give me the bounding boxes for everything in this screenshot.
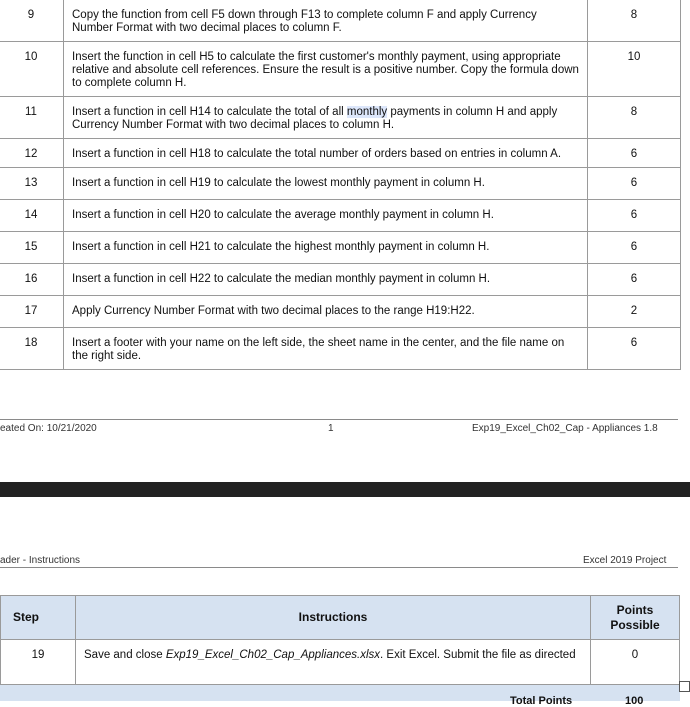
instruction-text-part: . Exit Excel. Submit the file as directed [380,649,576,661]
step-number: 17 [0,296,64,328]
table-header-row [1,596,680,640]
points-value: 6 [588,328,681,370]
highlighted-word: monthly [346,106,388,118]
column-header-step: Step [1,596,76,640]
points-value: 6 [588,139,681,168]
table-row [0,264,681,296]
file-name: Exp19_Excel_Ch02_Cap_Appliances.xlsx [165,649,381,661]
header-title: ader - Instructions [0,555,81,566]
column-header-points: Points Possible [591,596,680,640]
table-row [1,640,680,685]
step-number: 12 [0,139,64,168]
instruction-text [64,97,588,139]
table-row [0,168,681,200]
step-number: 18 [0,328,64,370]
points-value: 6 [588,264,681,296]
instruction-text-part: payments in column H and apply Currency Number Format with two decimal places to column H. [72,106,558,131]
table-row [0,232,681,264]
instruction-text: Insert a function in cell H22 to calculate the median monthly payment in column H. [64,264,588,296]
instruction-text: Insert the function in cell H5 to calculate the first customer's monthly payment, using appropriate relative and absolute cell references. Ensure the result is a positive number. Copy the formula down to complete column H. [64,42,588,97]
instructions-table-lower [0,595,680,685]
column-header-instructions: Instructions [76,596,591,640]
step-number: 11 [0,97,64,139]
instruction-text: Insert a function in cell H18 to calculate the total number of orders based on entries in column A. [64,139,588,168]
instruction-text: Insert a function in cell H19 to calculate the lowest monthly payment in column H. [64,168,588,200]
points-value: 6 [588,200,681,232]
step-number: 14 [0,200,64,232]
page-break-bar [0,482,690,497]
table-row [0,200,681,232]
points-value: 6 [588,232,681,264]
footer-file-name: Exp19_Excel_Ch02_Cap - Appliances 1.8 [472,423,658,434]
table-row [0,97,681,139]
instruction-text: Insert a function in cell H20 to calculate the average monthly payment in column H. [64,200,588,232]
instruction-text: Apply Currency Number Format with two decimal places to the range H19:H22. [64,296,588,328]
instruction-text [76,640,591,685]
step-number: 9 [0,0,64,42]
instruction-text-part: Save and close [84,649,166,661]
instruction-text-part: Insert a function in cell H14 to calculate the total of all [72,106,347,118]
table-row [0,0,681,42]
total-points-label: Total Points [510,695,573,707]
footer-created-date: eated On: 10/21/2020 [0,423,97,434]
total-points-row [0,684,680,707]
points-value: 2 [588,296,681,328]
step-number: 16 [0,264,64,296]
instruction-text: Insert a function in cell H21 to calculate the highest monthly payment in column H. [64,232,588,264]
step-number: 19 [1,640,76,685]
points-value: 10 [588,42,681,97]
points-value: 0 [591,640,680,685]
step-number: 15 [0,232,64,264]
resize-handle[interactable] [679,681,690,692]
footer-divider [0,419,678,420]
table-row [0,42,681,97]
points-value: 8 [588,0,681,42]
points-value: 8 [588,97,681,139]
table-row [0,328,681,370]
points-value: 6 [588,168,681,200]
table-row [0,296,681,328]
step-number: 10 [0,42,64,97]
footer-page-number: 1 [328,423,334,434]
header-project: Excel 2019 Project [583,555,667,566]
instruction-text: Insert a footer with your name on the left side, the sheet name in the center, and the file name on the right side. [64,328,588,370]
total-points-value: 100 [625,695,644,707]
step-number: 13 [0,168,64,200]
instruction-text: Copy the function from cell F5 down through F13 to complete column F and apply Currency Number Format with two decimal places to column F. [64,0,588,42]
table-row [0,139,681,168]
header-divider [0,567,678,568]
